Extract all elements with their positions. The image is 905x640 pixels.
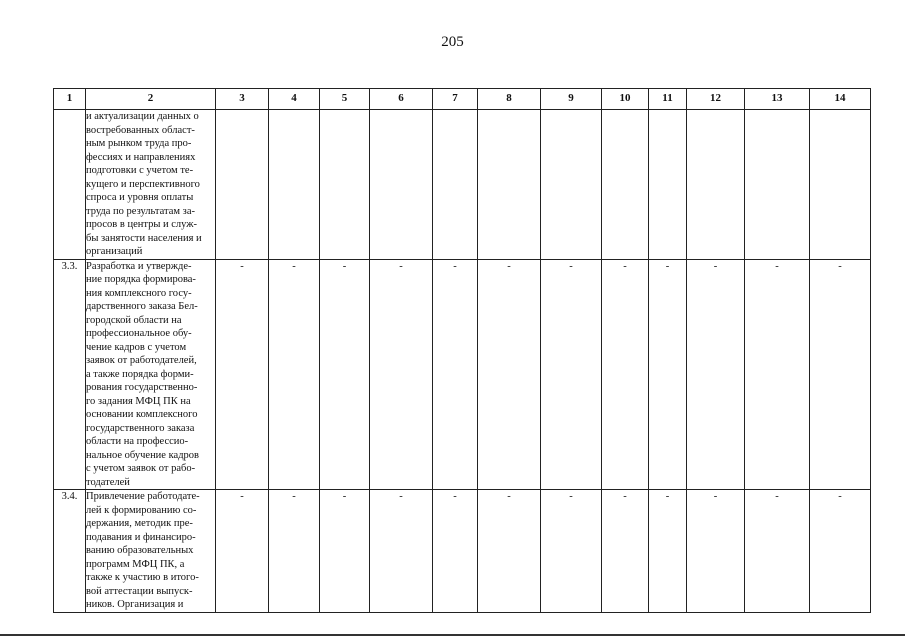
page-number: 205 (441, 34, 464, 50)
column-header: 9 (541, 89, 602, 110)
plan-table (53, 88, 871, 613)
table-cell: - (433, 490, 478, 613)
column-header: 3 (216, 89, 269, 110)
table-cell: - (320, 490, 370, 613)
column-header: 10 (602, 89, 649, 110)
table-cell: - (687, 259, 745, 490)
table-cell (687, 110, 745, 260)
header-row (54, 89, 871, 110)
table-cell: - (478, 259, 541, 490)
table-cell: - (370, 490, 433, 613)
table-cell: - (541, 259, 602, 490)
row-description: Разработка и утвержде- ние порядка формирова- ния комплексного госу- дарственного заказа Бел- городской области на профессиональное обу- чение кадров с учетом заявок от работодателей, а также порядка форми- рования государственно- го задания МФЦ ПК на основании комплексного государственного заказа области на профессио- нальное обучение кадров с учетом заявок от рабо- тодателей (86, 259, 216, 490)
table-cell: - (649, 490, 687, 613)
table-cell (602, 110, 649, 260)
table-cell (649, 110, 687, 260)
table-cell (810, 110, 871, 260)
column-header: 14 (810, 89, 871, 110)
table-cell: - (320, 259, 370, 490)
table-row (54, 110, 871, 260)
column-header: 8 (478, 89, 541, 110)
table-cell: - (216, 490, 269, 613)
table-cell: - (810, 490, 871, 613)
column-header: 4 (269, 89, 320, 110)
table-cell: - (478, 490, 541, 613)
table-cell (370, 110, 433, 260)
table-cell: - (541, 490, 602, 613)
table-cell: - (433, 259, 478, 490)
row-description: и актуализации данных о востребованных област- ным рынком труда про- фессиях и направлениях подготовки с учетом те- кущего и перспективного спроса и уровня оплаты труда по результатам за- просов в центры и служ- бы занятости населения и организаций (86, 110, 216, 260)
row-description: Привлечение работодате- лей к формированию со- держания, методик пре- подавания и финансиро- ванию образовательных программ МФЦ ПК, а также к участию в итого- вой аттестации выпуск- ников. Организация и (86, 490, 216, 613)
column-header: 2 (86, 89, 216, 110)
table-cell: - (649, 259, 687, 490)
table-cell: - (216, 259, 269, 490)
table-cell (745, 110, 810, 260)
table-cell: - (602, 490, 649, 613)
column-header: 7 (433, 89, 478, 110)
table-cell (433, 110, 478, 260)
table-cell: - (687, 490, 745, 613)
column-header: 6 (370, 89, 433, 110)
table-cell: - (370, 259, 433, 490)
table-cell (320, 110, 370, 260)
table-cell (541, 110, 602, 260)
table-cell: - (810, 259, 871, 490)
table-cell: - (745, 490, 810, 613)
row-number (54, 110, 86, 260)
table-cell: - (269, 490, 320, 613)
column-header: 1 (54, 89, 86, 110)
column-header: 5 (320, 89, 370, 110)
table-cell (216, 110, 269, 260)
table-cell: - (745, 259, 810, 490)
column-header: 12 (687, 89, 745, 110)
table-cell (478, 110, 541, 260)
row-number: 3.4. (54, 490, 86, 613)
column-header: 13 (745, 89, 810, 110)
table-cell (269, 110, 320, 260)
column-header: 11 (649, 89, 687, 110)
table-row (54, 490, 871, 613)
row-number: 3.3. (54, 259, 86, 490)
table-cell: - (269, 259, 320, 490)
bottom-rule (0, 634, 905, 636)
table-cell: - (602, 259, 649, 490)
table-row (54, 259, 871, 490)
